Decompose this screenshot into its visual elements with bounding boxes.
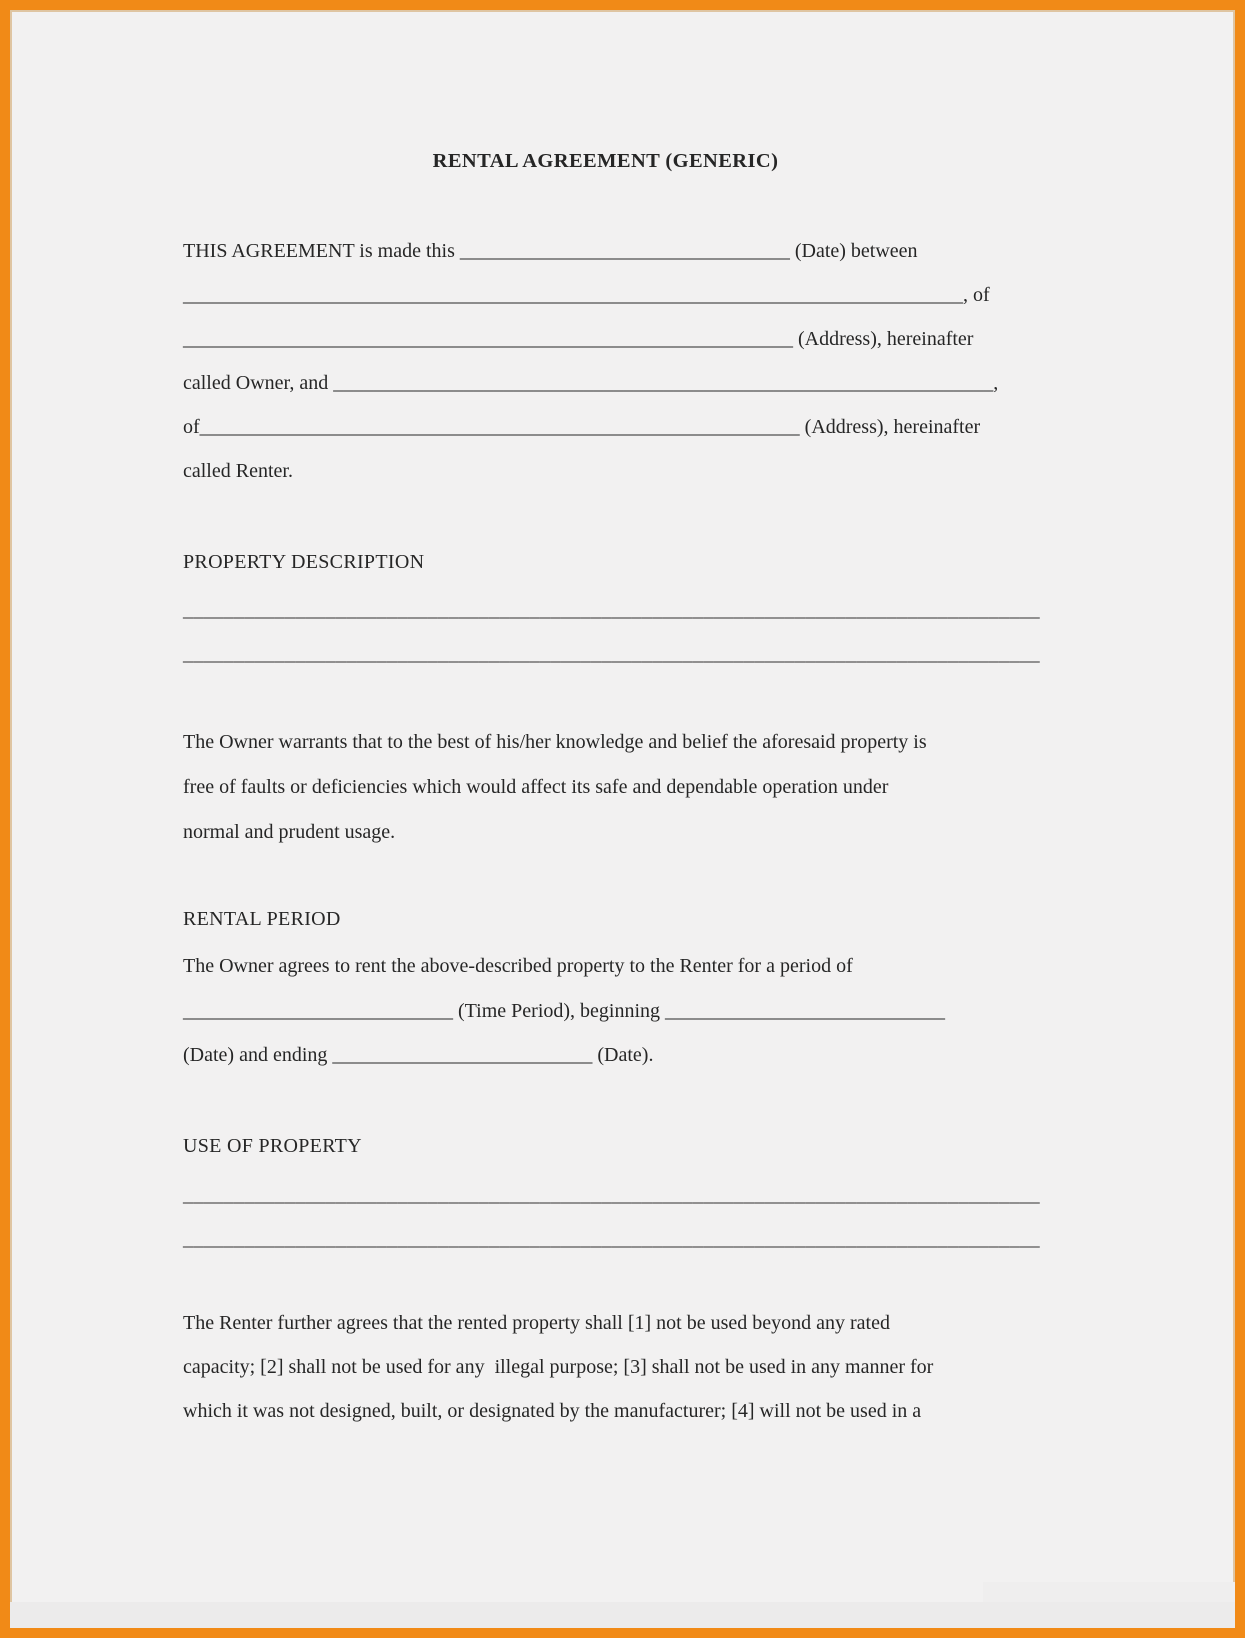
document-title: RENTAL AGREEMENT (GENERIC) <box>432 150 779 172</box>
renter-obligations-line-1: The Renter further agrees that the rented property shall [1] not be used beyond any rated <box>183 1311 890 1334</box>
opening-line-date: THIS AGREEMENT is made this _________________________________ (Date) between <box>183 240 918 262</box>
opening-line-owner-name: ______________________________________________________________________________, of <box>183 284 990 306</box>
property-description-fill-area <box>183 588 1040 676</box>
use-of-property-blank-line-2: ____________________________________________________________________________________ <box>183 1227 1040 1250</box>
warranty-line-2: free of faults or deficiencies which would affect its safe and dependable operation under <box>183 776 889 798</box>
document-body <box>183 10 1040 1433</box>
warranty-paragraph <box>183 720 1028 855</box>
use-of-property-blank-line-1: ____________________________________________________________________________________ <box>183 1183 1040 1206</box>
section-heading-rental-period: RENTAL PERIOD <box>183 908 341 930</box>
rental-period-line-1: The Owner agrees to rent the above-described property to the Renter for a period of <box>183 955 853 977</box>
opening-line-renter-address: of____________________________________________________________ (Address), hereinafter <box>183 416 981 438</box>
rental-period-line-2: ___________________________ (Time Period), beginning ____________________________ <box>183 999 946 1022</box>
section-heading-use-of-property: USE OF PROPERTY <box>183 1134 362 1157</box>
opening-line-renter-name: called Owner, and __________________________________________________________________, <box>183 372 999 394</box>
opening-line-owner-address: _____________________________________________________________ (Address), hereinafter <box>183 328 974 350</box>
rental-period-line-3: (Date) and ending __________________________ (Date). <box>183 1044 654 1066</box>
opening-line-called-renter: called Renter. <box>183 460 293 482</box>
warranty-line-3: normal and prudent usage. <box>183 821 396 843</box>
property-description-blank-line-2: ____________________________________________________________________________________ <box>183 643 1040 665</box>
warranty-line-1: The Owner warrants that to the best of his/her knowledge and belief the aforesaid property is <box>183 731 927 753</box>
section-heading-property-description: PROPERTY DESCRIPTION <box>183 551 425 573</box>
renter-obligations-paragraph <box>183 1301 1028 1433</box>
rental-period-paragraph <box>183 944 1028 1078</box>
property-description-blank-line-1: ____________________________________________________________________________________ <box>183 599 1040 621</box>
use-of-property-fill-area <box>183 1173 1040 1261</box>
scan-shading-bottom-strip <box>10 1602 1235 1628</box>
renter-obligations-line-3: which it was not designed, built, or designated by the manufacturer; [4] will not be used in a <box>183 1399 922 1422</box>
renter-obligations-line-2: capacity; [2] shall not be used for any illegal purpose; [3] shall not be used in any manner for <box>183 1355 934 1378</box>
opening-paragraph <box>183 229 1028 493</box>
